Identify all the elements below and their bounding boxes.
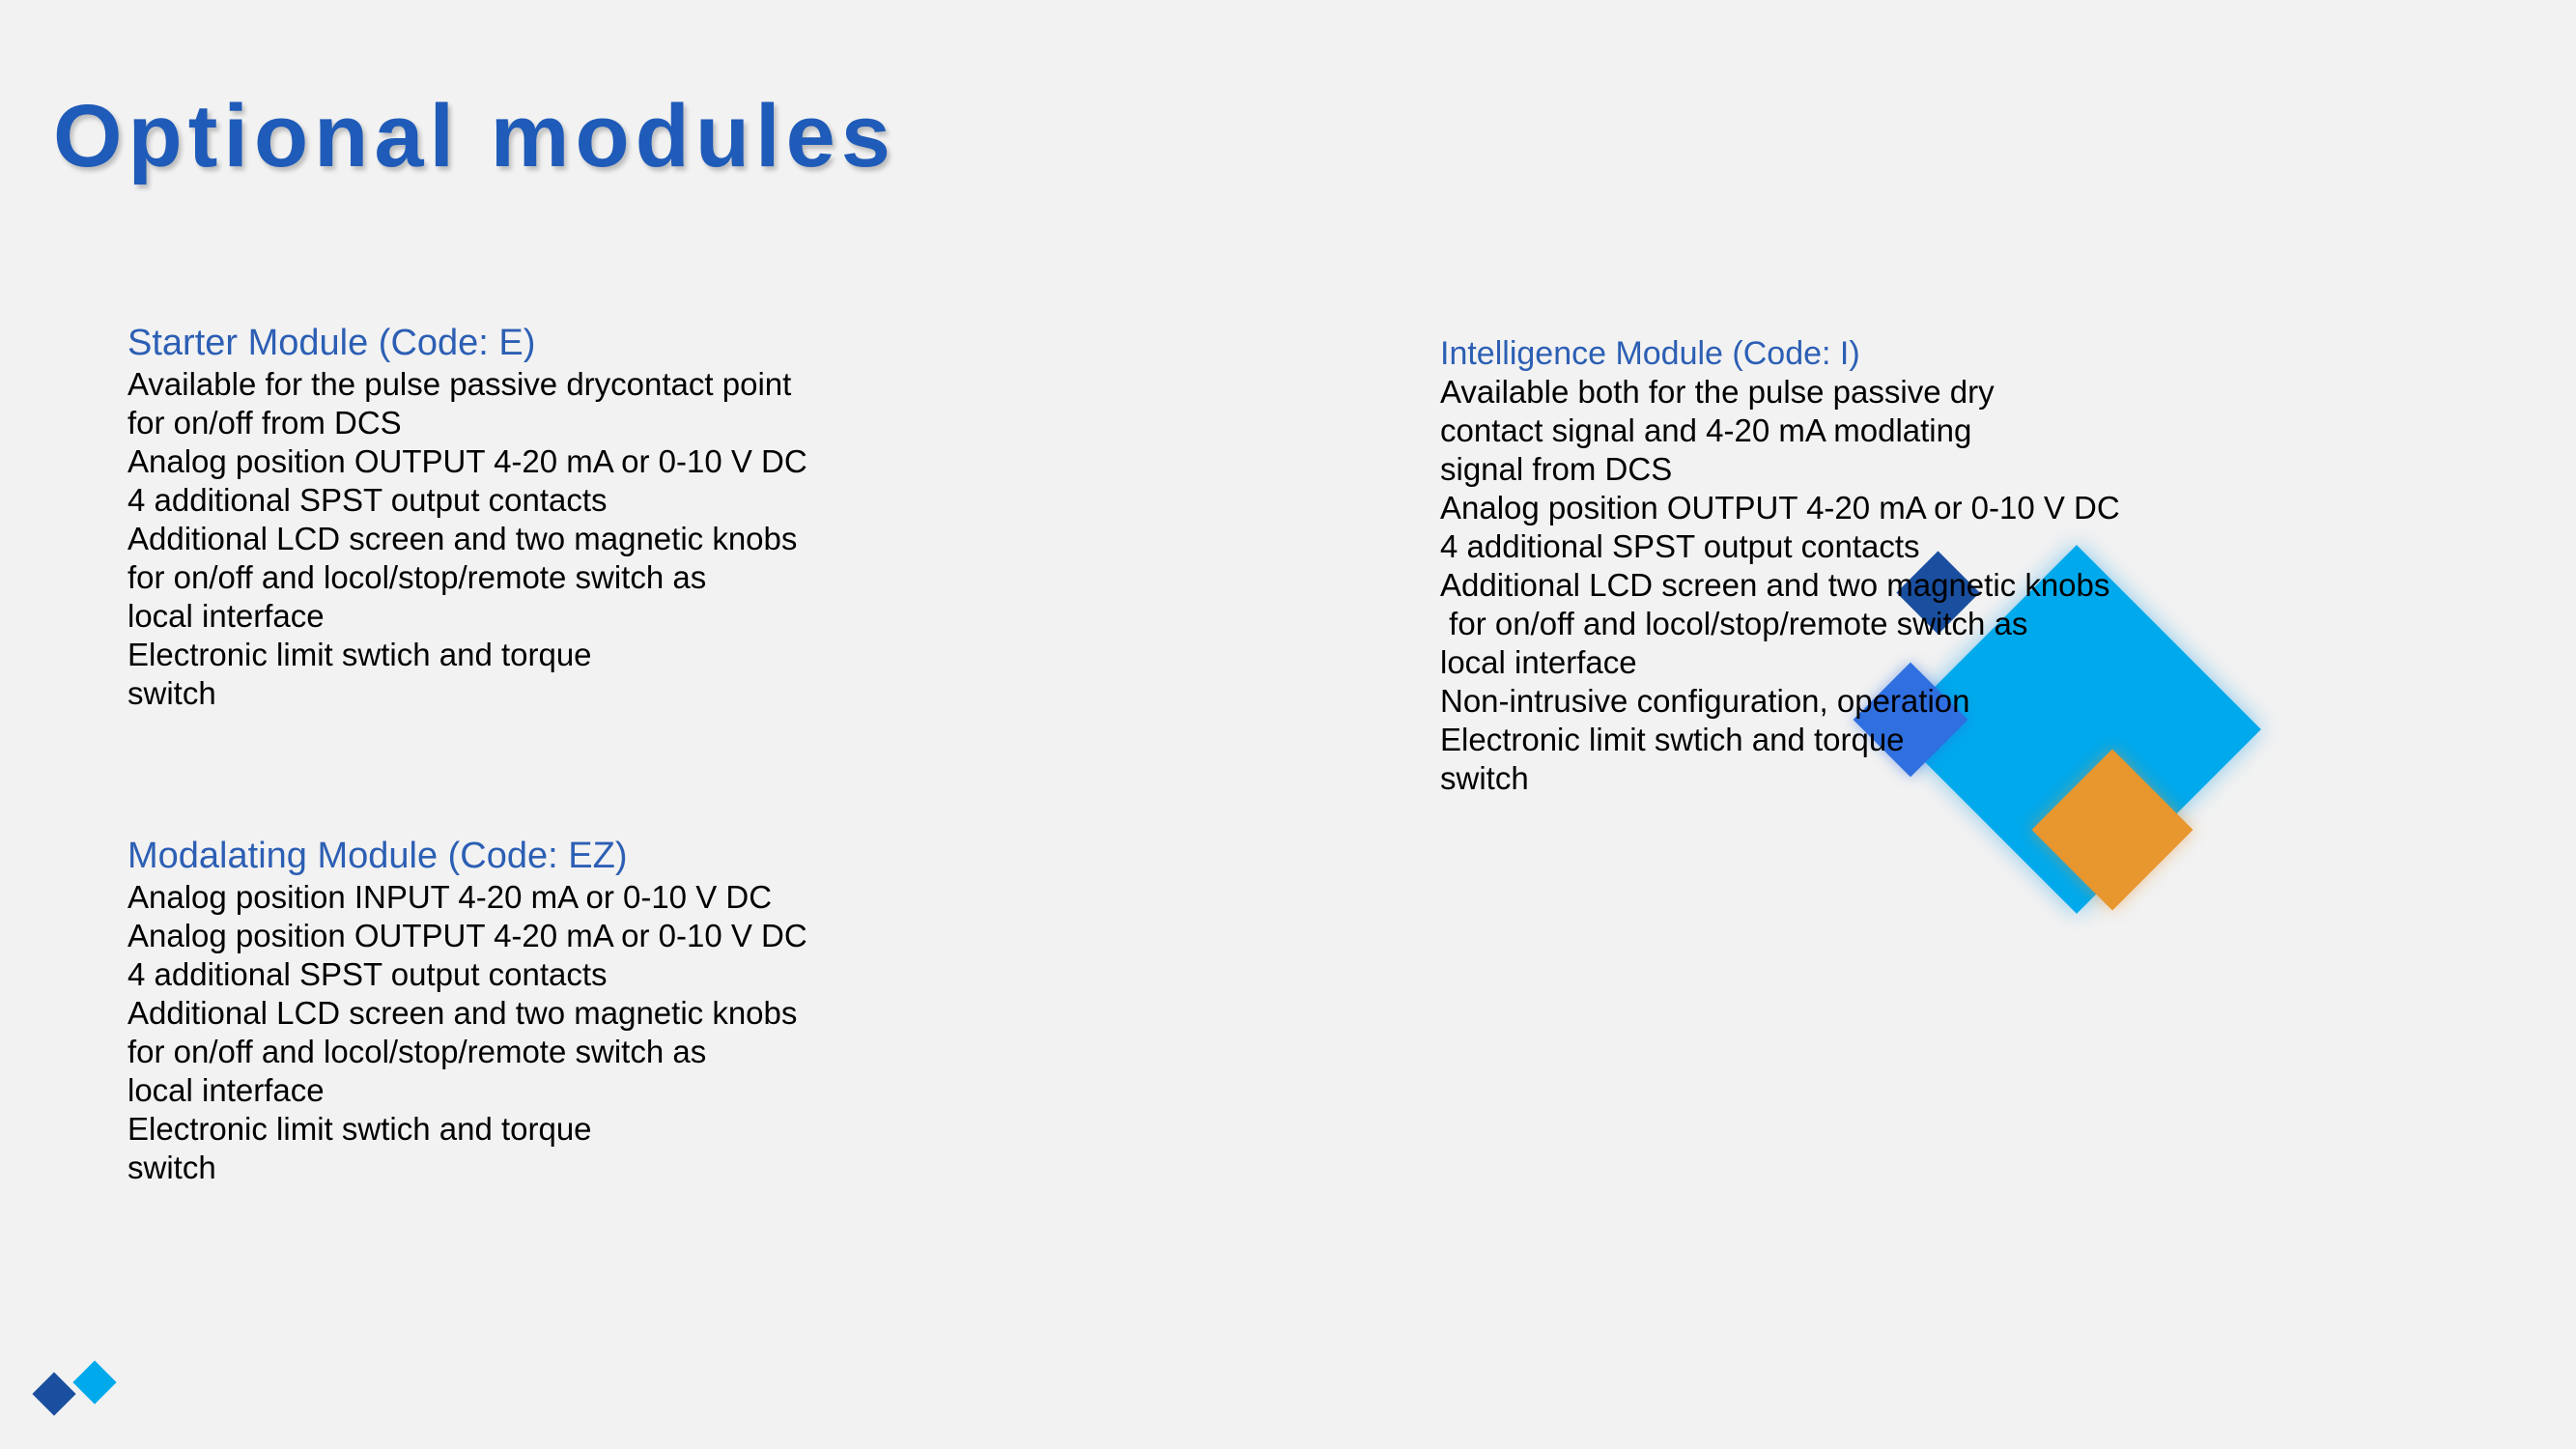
module-text-line: switch (1440, 760, 1529, 796)
module-text-line: Non-intrusive configuration, operation (1440, 683, 1970, 719)
module-text-line: for on/off and locol/stop/remote switch as (127, 1034, 707, 1069)
modulating-module-text (127, 878, 807, 1187)
module-text-line: local interface (127, 598, 325, 634)
module-text-line: for on/off from DCS (127, 405, 402, 440)
intelligence-module-text (1440, 373, 2120, 798)
module-text-line: Analog position INPUT 4-20 mA or 0-10 V DC (127, 879, 773, 915)
module-text-line: switch (127, 675, 216, 711)
module-text-line: Electronic limit swtich and torque (1440, 722, 1905, 757)
modulating-module-heading: Modalating Module (Code: EZ) (127, 836, 628, 876)
module-text-line: 4 additional SPST output contacts (1440, 528, 1920, 564)
company-logo-icon (29, 1357, 126, 1425)
module-text-line: Analog position OUTPUT 4-20 mA or 0-10 V DC (127, 443, 807, 479)
slide-title: Optional modules (53, 87, 896, 185)
module-text-line: Additional LCD screen and two magnetic knobs (127, 995, 798, 1031)
intelligence-module-block (1440, 334, 2120, 798)
modulating-module-block (127, 834, 807, 1187)
starter-module-block (127, 321, 807, 713)
intelligence-module-heading: Intelligence Module (Code: I) (1440, 335, 1860, 372)
starter-module-text (127, 365, 807, 713)
module-text-line: Additional LCD screen and two magnetic knobs (127, 521, 798, 556)
starter-module-heading: Starter Module (Code: E) (127, 323, 536, 363)
module-text-line: Available both for the pulse passive dry (1440, 374, 1995, 410)
module-text-line: Electronic limit swtich and torque (127, 1111, 592, 1147)
module-text-line: Analog position OUTPUT 4-20 mA or 0-10 V DC (127, 918, 807, 953)
logo-light-diamond (72, 1360, 116, 1404)
module-text-line: local interface (1440, 644, 1637, 680)
module-text-line: Electronic limit swtich and torque (127, 637, 592, 672)
logo-dark-diamond (32, 1372, 75, 1415)
module-text-line: for on/off and locol/stop/remote switch as (1440, 606, 2028, 641)
module-text-line: Available for the pulse passive drycontact point (127, 366, 792, 402)
module-text-line: switch (127, 1150, 216, 1185)
module-text-line: local interface (127, 1072, 325, 1108)
module-text-line: for on/off and locol/stop/remote switch as (127, 559, 707, 595)
module-text-line: Analog position OUTPUT 4-20 mA or 0-10 V DC (1440, 490, 2120, 526)
module-text-line: signal from DCS (1440, 451, 1673, 487)
module-text-line: 4 additional SPST output contacts (127, 482, 608, 518)
module-text-line: Additional LCD screen and two magnetic knobs (1440, 567, 2110, 603)
module-text-line: 4 additional SPST output contacts (127, 956, 608, 992)
module-text-line: contact signal and 4-20 mA modlating (1440, 412, 1972, 448)
